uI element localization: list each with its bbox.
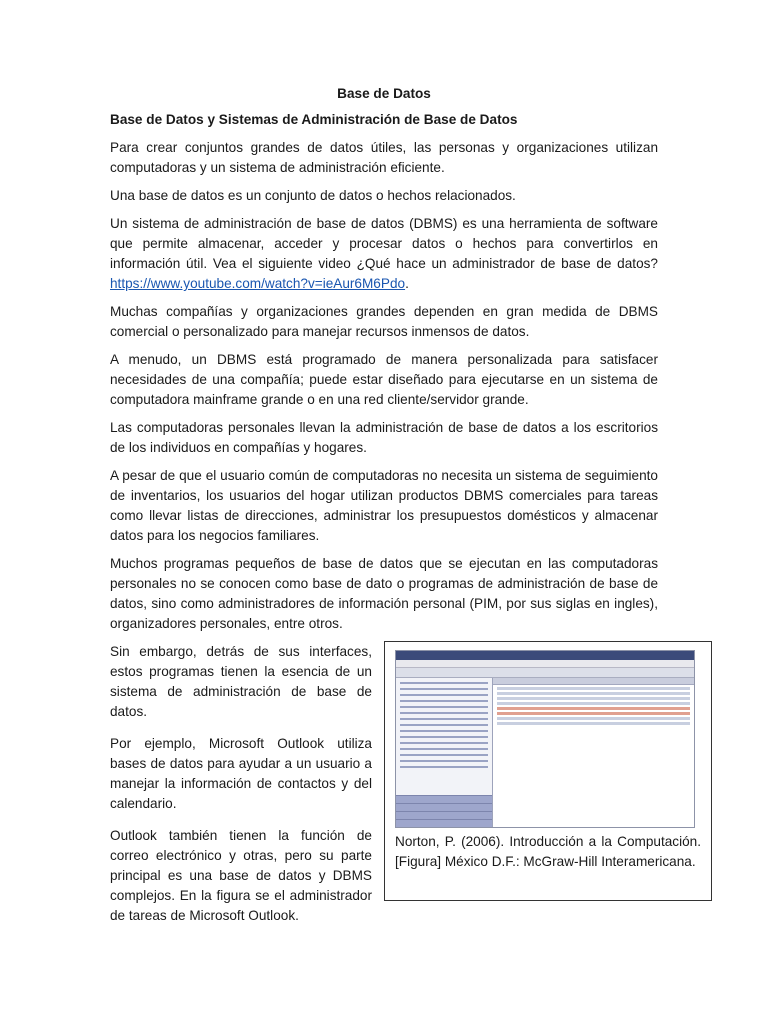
left-column (110, 642, 372, 926)
paragraph-6: Las computadoras personales llevan la administración de base de datos a los escritorios de los individuos en compañías y hogares. (110, 420, 658, 455)
paragraph-5: A menudo, un DBMS está programado de manera personalizada para satisfacer necesidades de una compañía; puede estar diseñado para ejecutarse en un sistema de computadora mainframe grande o en una red cliente/servidor grande. (110, 352, 658, 407)
paragraph-3 (110, 214, 658, 294)
paragraph-3-end: . (405, 276, 409, 291)
paragraph-11: Outlook también tienen la función de correo electrónico y otras, pero su parte principal es una base de datos y DBMS complejos. En la figura se el administrador de tareas de Microsoft Outlook. (110, 828, 372, 923)
document-title: Base de Datos (337, 86, 431, 101)
figure-caption: Norton, P. (2006). Introducción a la Computación. [Figura] México D.F.: McGraw-Hill Interamericana. (395, 834, 701, 869)
paragraph-4: Muchas compañías y organizaciones grandes dependen en gran medida de DBMS comercial o personalizado para manejar recursos inmensos de datos. (110, 304, 658, 339)
paragraph-8: Muchos programas pequeños de base de datos que se ejecutan en las computadoras personales no se conocen como base de dato o programas de administración de base de datos, sino como administradores de información personal (PIM, por sus siglas en ingles), organizadores personales, entre otros. (110, 556, 658, 631)
paragraph-1: Para crear conjuntos grandes de datos útiles, las personas y organizaciones utilizan computadoras y un sistema de administración eficiente. (110, 140, 658, 175)
paragraph-3-text: Un sistema de administración de base de datos (DBMS) es una herramienta de software que permite almacenar, acceder y procesar datos o hechos para convertirlos en información útil. Vea el siguiente video ¿Qué hace un administrador de base de datos? (110, 216, 658, 271)
outlook-tasks-screenshot (395, 650, 695, 828)
screenshot-task-list (493, 678, 694, 827)
screenshot-navigation-pane (396, 678, 493, 827)
document-page (110, 84, 701, 938)
screenshot-menubar (396, 660, 694, 668)
paragraph-2: Una base de datos es un conjunto de datos o hechos relacionados. (110, 188, 516, 203)
screenshot-titlebar (396, 651, 694, 660)
figure-section (110, 642, 701, 926)
paragraph-7: A pesar de que el usuario común de computadoras no necesita un sistema de seguimiento de inventarios, los usuarios del hogar utilizan productos DBMS comerciales para tareas como llevar listas de direcciones, administrar los presupuestos domésticos y almacenar datos para los negocios familiares. (110, 468, 658, 543)
screenshot-toolbar (396, 668, 694, 678)
figure-box (384, 641, 712, 901)
youtube-link[interactable]: https://www.youtube.com/watch?v=ieAur6M6Pdo (110, 276, 406, 291)
paragraph-9: Sin embargo, detrás de sus interfaces, estos programas tienen la esencia de un sistema de administración de base de datos. (110, 644, 372, 719)
document-subtitle: Base de Datos y Sistemas de Administración de Base de Datos (110, 112, 518, 127)
paragraph-10: Por ejemplo, Microsoft Outlook utiliza bases de datos para ayudar a un usuario a manejar la información de contactos y del calendario. (110, 736, 372, 811)
